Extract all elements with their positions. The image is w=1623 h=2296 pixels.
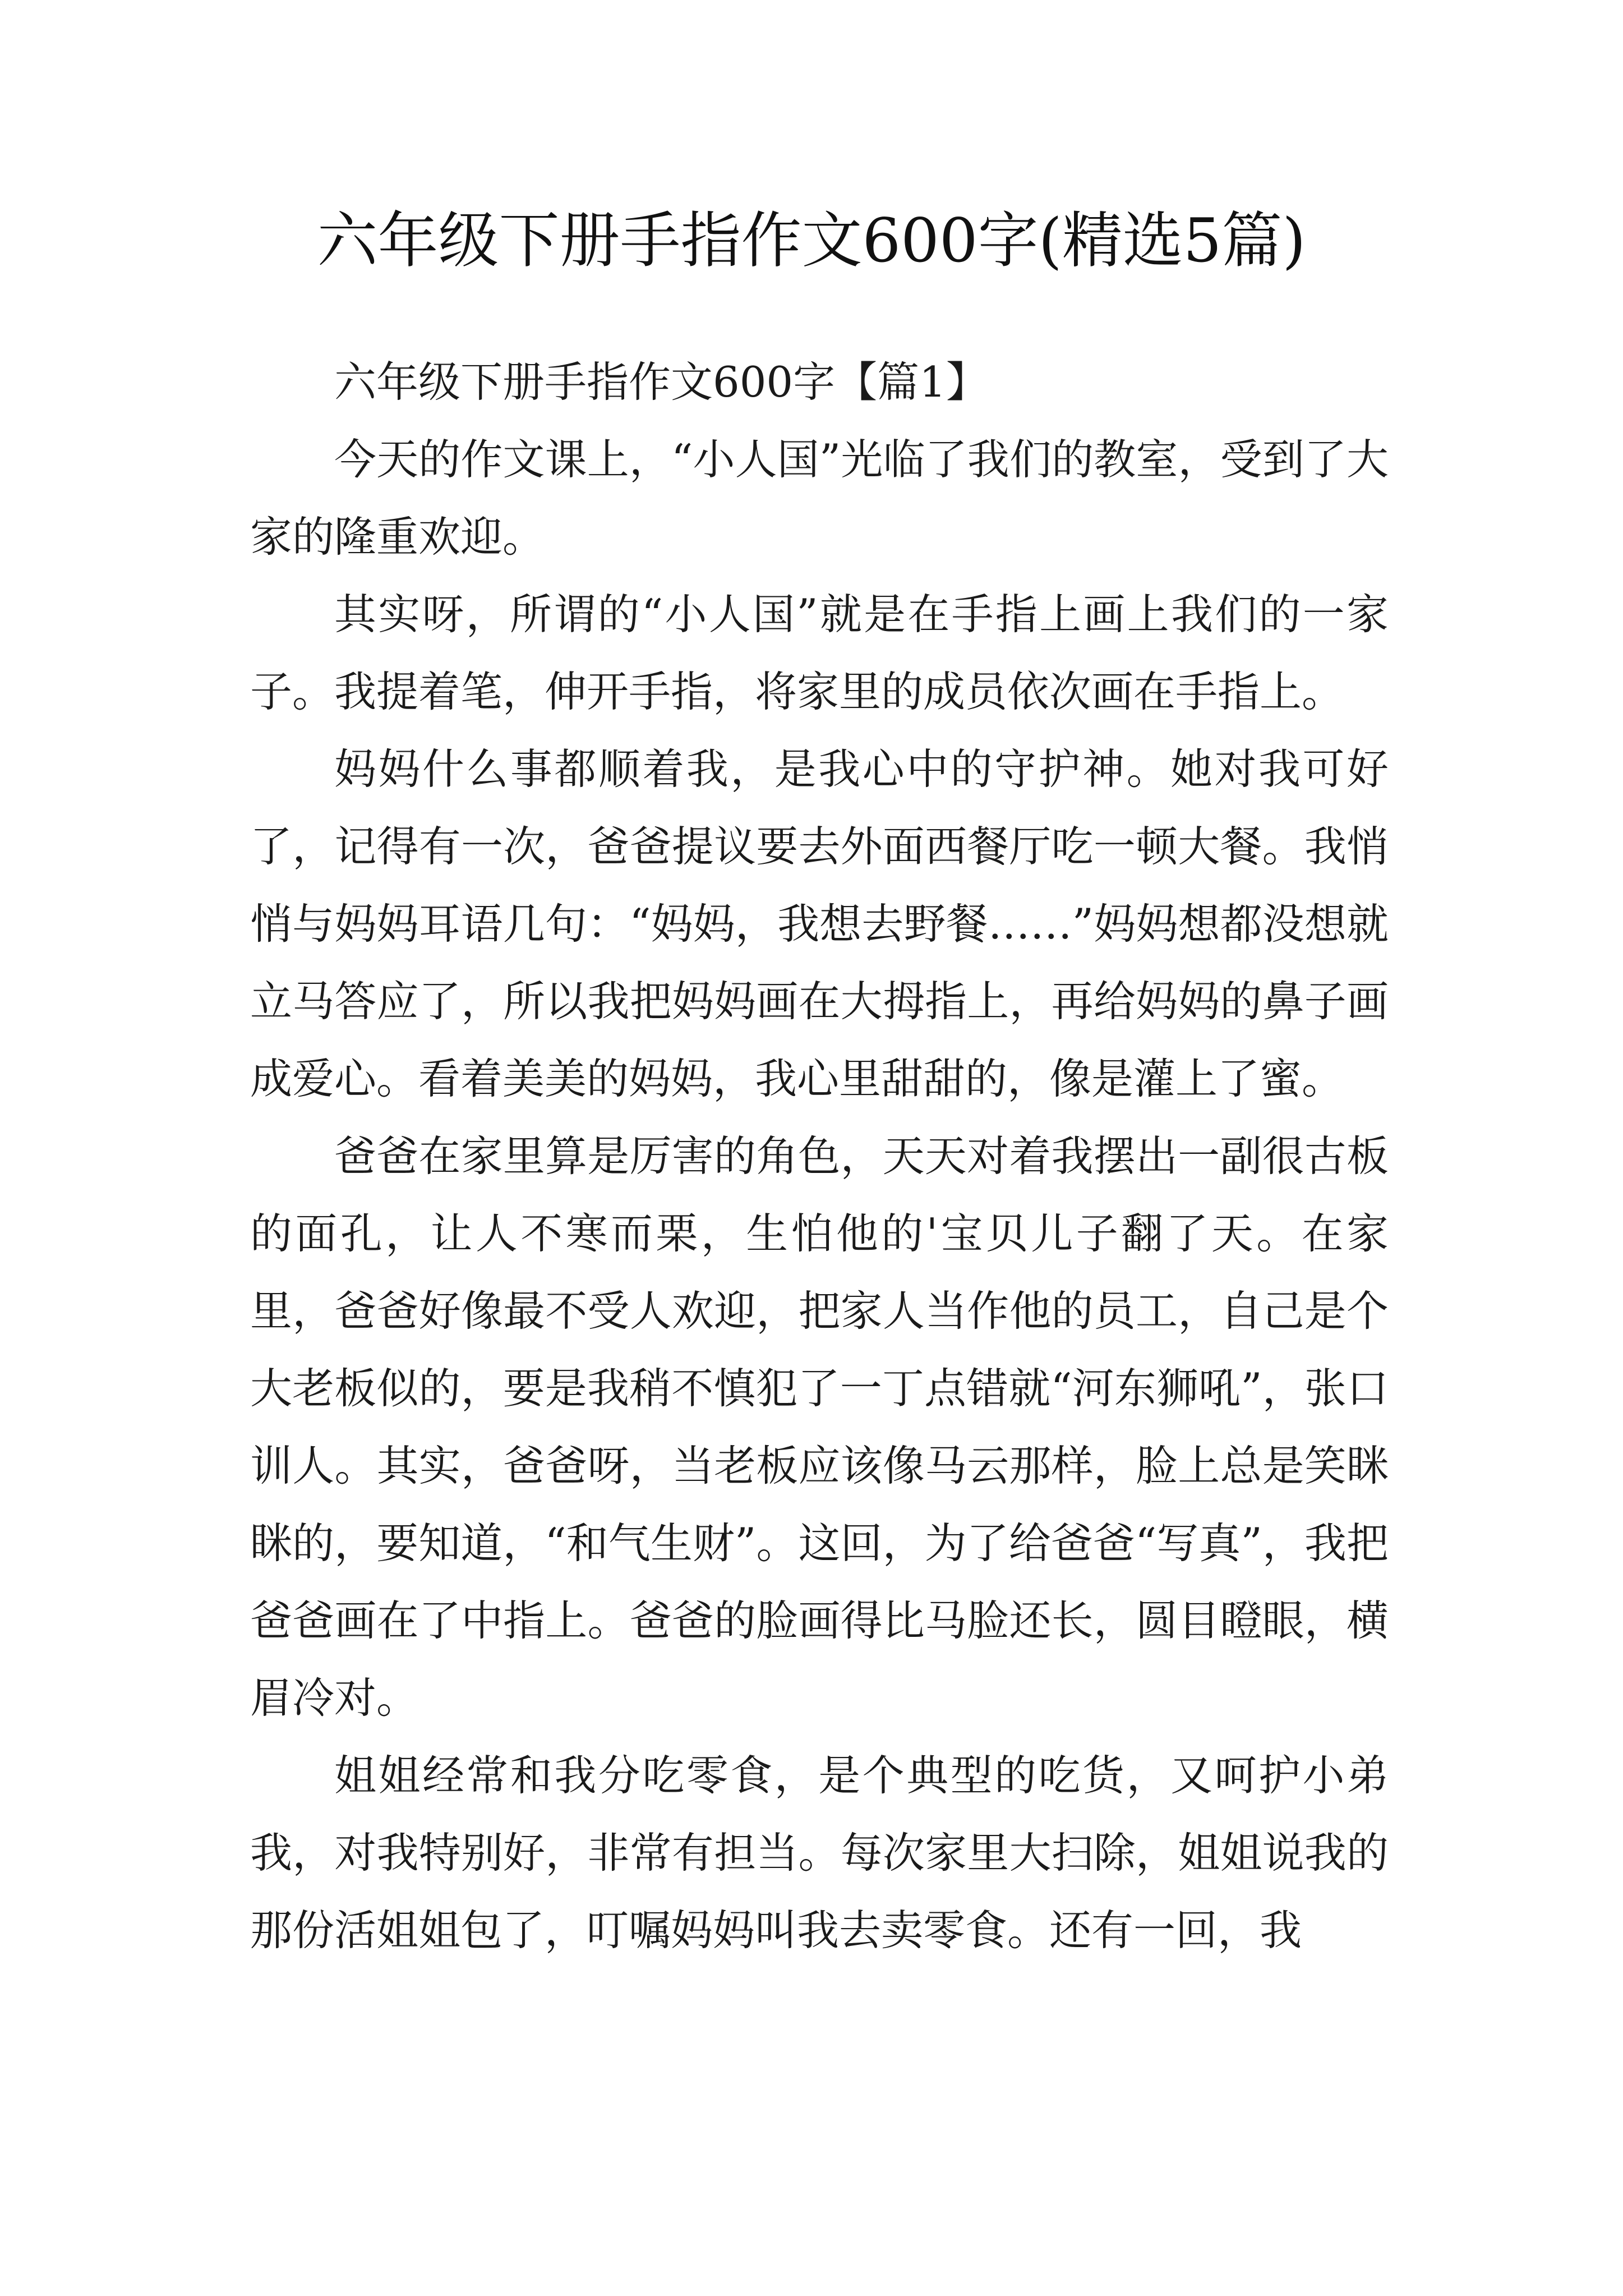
document-body [250,343,1389,1969]
document-title: 六年级下册手指作文600字(精选5篇) [317,206,1306,276]
paragraph: 姐姐经常和我分吃零食，是个典型的吃货，又呵护小弟我，对我特别好，非常有担当。每次家里大扫除，姐姐说我的那份活姐姐包了，叮嘱妈妈叫我去卖零食。还有一回，我 [250,1751,1389,1955]
paragraph: 爸爸在家里算是厉害的角色，天天对着我摆出一副很古板的面孔，让人不寒而栗，生怕他的'宝贝儿子翻了天。在家里，爸爸好像最不受人欢迎，把家人当作他的员工，自己是个大老板似的，要是我稍不慎犯了一丁点错就“河东狮吼”，张口训人。其实，爸爸呀，当老板应该像马云那样，脸上总是笑眯眯的，要知道，“和气生财”。这回，为了给爸爸“写真”，我把爸爸画在了中指上。爸爸的脸画得比马脸还长，圆目瞪眼，横眉冷对。 [250,1131,1389,1723]
section-heading: 六年级下册手指作文600字【篇1】 [334,357,988,407]
paragraph: 今天的作文课上，“小人国”光临了我们的教室，受到了大家的隆重欢迎。 [250,435,1389,562]
paragraph: 妈妈什么事都顺着我，是我心中的守护神。她对我可好了，记得有一次，爸爸提议要去外面西餐厅吃一顿大餐。我悄悄与妈妈耳语几句：“妈妈，我想去野餐……”妈妈想都没想就立马答应了，所以我把妈妈画在大拇指上，再给妈妈的鼻子画成爱心。看着美美的妈妈，我心里甜甜的，像是灌上了蜜。 [250,744,1389,1103]
paragraph: 其实呀，所谓的“小人国”就是在手指上画上我们的一家子。我提着笔，伸开手指，将家里的成员依次画在手指上。 [250,590,1389,716]
